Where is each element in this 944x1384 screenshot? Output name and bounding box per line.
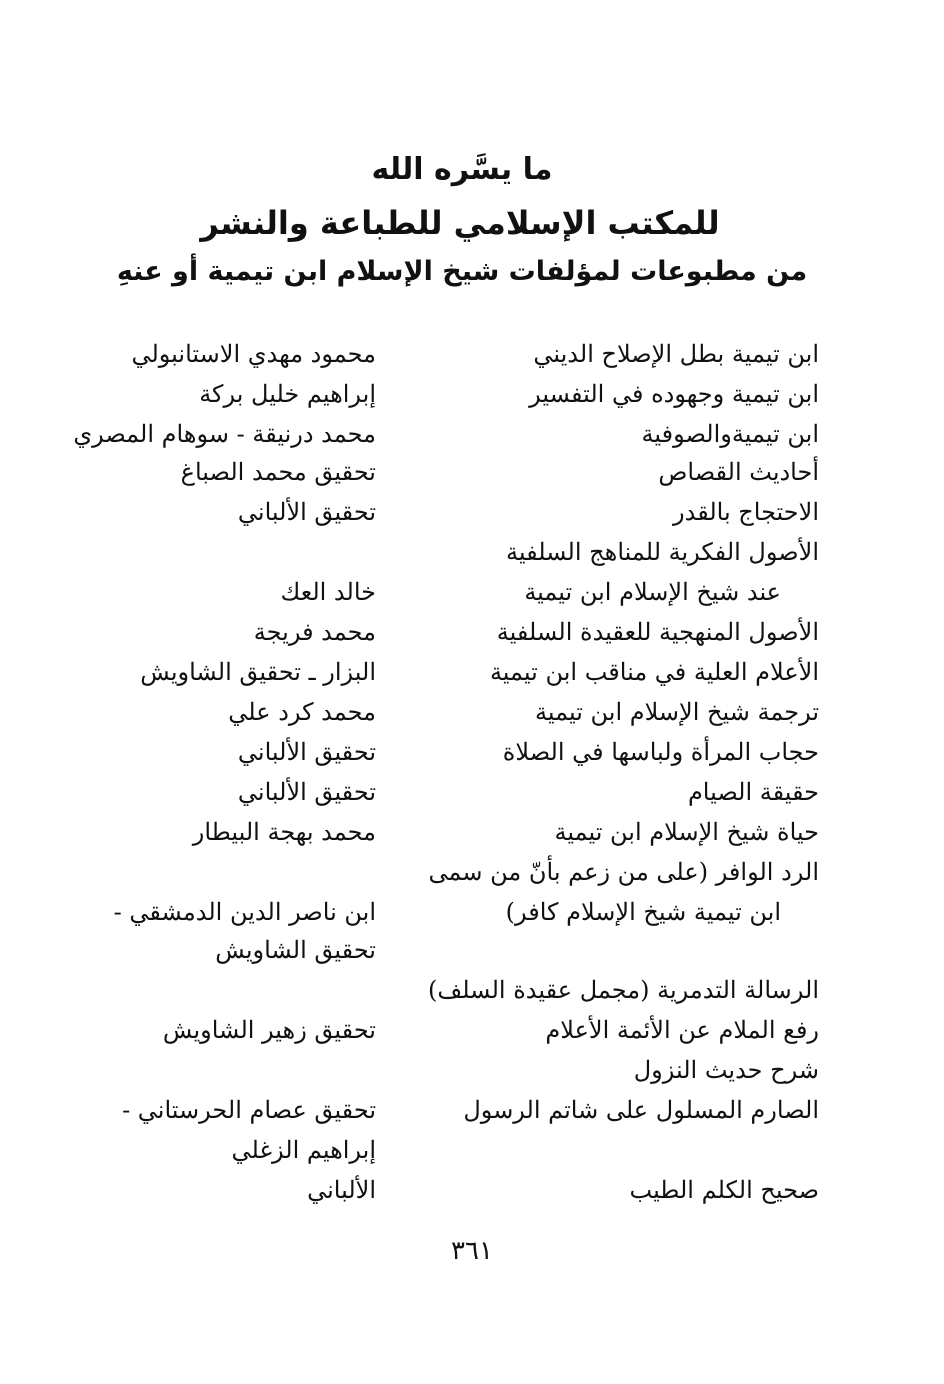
author-item: تحقيق عصام الحرستاني - (122, 1096, 376, 1124)
title-item: ابن تيميةوالصوفية (641, 420, 819, 448)
author-item: تحقيق الشاويش (215, 936, 376, 964)
author-item: تحقيق الألباني (237, 778, 376, 806)
title-item: الأصول المنهجية للعقيدة السلفية (496, 618, 819, 646)
title-item: ترجمة شيخ الإسلام ابن تيمية (534, 698, 819, 726)
author-item: محمود مهدي الاستانبولي (131, 340, 376, 368)
title-item: ابن تيمية بطل الإصلاح الديني (533, 340, 819, 368)
author-item: تحقيق الألباني (237, 498, 376, 526)
author-item: محمد درنيقة - سوهام المصري (73, 420, 376, 448)
author-item: محمد كرد علي (228, 698, 376, 726)
title-item: الصارم المسلول على شاتم الرسول (463, 1096, 819, 1124)
title-item: الرسالة التدمرية (مجمل عقيدة السلف) (428, 976, 819, 1004)
author-item: محمد بهجة البيطار (192, 818, 376, 846)
author-item: خالد العك (280, 578, 376, 606)
title-item: ابن تيمية وجهوده في التفسير (529, 380, 819, 408)
author-item: تحقيق الألباني (237, 738, 376, 766)
author-item: تحقيق زهير الشاويش (162, 1016, 376, 1044)
heading-line-2: للمكتب الإسلامي للطباعة والنشر (200, 204, 720, 242)
title-item-continued: ابن تيمية شيخ الإسلام كافر) (505, 898, 781, 926)
title-item: حياة شيخ الإسلام ابن تيمية (554, 818, 819, 846)
author-item: ابن ناصر الدين الدمشقي - (113, 898, 376, 926)
title-item: رفع الملام عن الأئمة الأعلام (545, 1016, 819, 1044)
title-item: الأصول الفكرية للمناهج السلفية (505, 538, 819, 566)
title-item: أحاديث القصاص (658, 458, 819, 486)
author-item: البزار ـ تحقيق الشاويش (140, 658, 376, 686)
title-item-continued: عند شيخ الإسلام ابن تيمية (524, 578, 781, 606)
title-item: شرح حديث النزول (633, 1056, 819, 1084)
author-item: إبراهيم الزغلي (231, 1136, 376, 1164)
heading-line-1: ما يسَّره الله (371, 152, 553, 187)
title-item: الاحتجاج بالقدر (673, 498, 819, 526)
author-item: محمد فريجة (253, 618, 376, 646)
title-item: حجاب المرأة ولباسها في الصلاة (502, 738, 819, 766)
heading-line-3: من مطبوعات لمؤلفات شيخ الإسلام ابن تيمية أو عنهِ (116, 256, 808, 287)
author-item: تحقيق محمد الصباغ (180, 458, 376, 486)
title-item: صحيح الكلم الطيب (629, 1176, 819, 1204)
title-item: الرد الوافر (على من زعم بأنّ من سمى (428, 858, 819, 886)
page-number: ٣٦١ (451, 1236, 493, 1266)
title-item: الأعلام العلية في مناقب ابن تيمية (489, 658, 819, 686)
author-item: الألباني (307, 1176, 376, 1204)
title-item: حقيقة الصيام (687, 778, 819, 806)
author-item: إبراهيم خليل بركة (199, 380, 376, 408)
